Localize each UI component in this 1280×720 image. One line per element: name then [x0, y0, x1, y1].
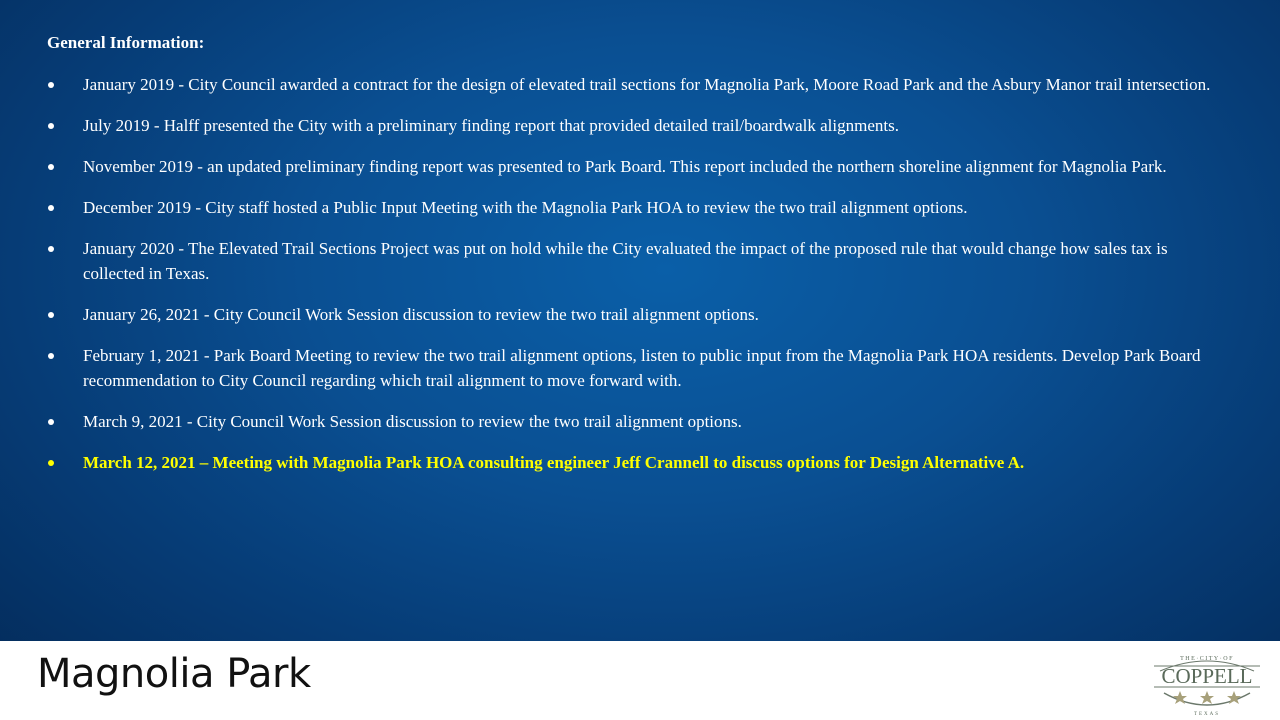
list-item-text: December 2019 - City staff hosted a Public Input Meeting with the Magnolia Park HOA to review the two trail alignment options.	[83, 198, 968, 217]
list-item	[47, 302, 1232, 327]
timeline-list	[47, 72, 1232, 491]
list-item-text: January 2020 - The Elevated Trail Sections Project was put on hold while the City evaluated the impact of the proposed rule that would change how sales tax is collected in Texas.	[83, 239, 1168, 283]
bullet-icon	[48, 460, 54, 466]
list-item	[47, 195, 1232, 220]
footer-title: Magnolia Park	[37, 651, 311, 697]
list-item-highlighted	[47, 450, 1232, 475]
list-item-text: July 2019 - Halff presented the City with a preliminary finding report that provided detailed trail/boardwalk alignments.	[83, 116, 899, 135]
list-item-text: January 26, 2021 - City Council Work Session discussion to review the two trail alignment options.	[83, 305, 759, 324]
bullet-icon	[48, 312, 54, 318]
list-item	[47, 343, 1232, 393]
list-item-text: March 9, 2021 - City Council Work Session discussion to review the two trail alignment options.	[83, 412, 742, 431]
list-item-text: February 1, 2021 - Park Board Meeting to review the two trail alignment options, listen to public input from the Magnolia Park HOA residents. Develop Park Board recommendation to City Council regarding which trail alignment to move forward with.	[83, 346, 1201, 390]
list-item-text: March 12, 2021 – Meeting with Magnolia Park HOA consulting engineer Jeff Crannell to discuss options for Design Alternative A.	[83, 453, 1025, 472]
bullet-icon	[48, 246, 54, 252]
list-item	[47, 154, 1232, 179]
list-item	[47, 72, 1232, 97]
section-heading: General Information:	[47, 33, 205, 52]
bullet-icon	[48, 205, 54, 211]
list-item-text: January 2019 - City Council awarded a contract for the design of elevated trail sections for Magnolia Park, Moore Road Park and the Asbury Manor trail intersection.	[83, 75, 1211, 94]
bullet-icon	[48, 419, 54, 425]
bullet-icon	[48, 82, 54, 88]
bullet-icon	[48, 123, 54, 129]
logo-top-text: THE·CITY·OF	[1180, 656, 1234, 662]
list-item	[47, 113, 1232, 138]
list-item	[47, 236, 1232, 286]
list-item-text: November 2019 - an updated preliminary finding report was presented to Park Board. This report included the northern shoreline alignment for Magnolia Park.	[83, 157, 1167, 176]
footer-bar	[0, 641, 1280, 720]
bullet-icon	[48, 164, 54, 170]
list-item	[47, 409, 1232, 434]
logo-name-text: COPPELL	[1161, 664, 1253, 688]
logo-bottom-text: TEXAS	[1193, 712, 1221, 717]
bullet-icon	[48, 353, 54, 359]
coppell-logo-icon	[1150, 649, 1264, 717]
